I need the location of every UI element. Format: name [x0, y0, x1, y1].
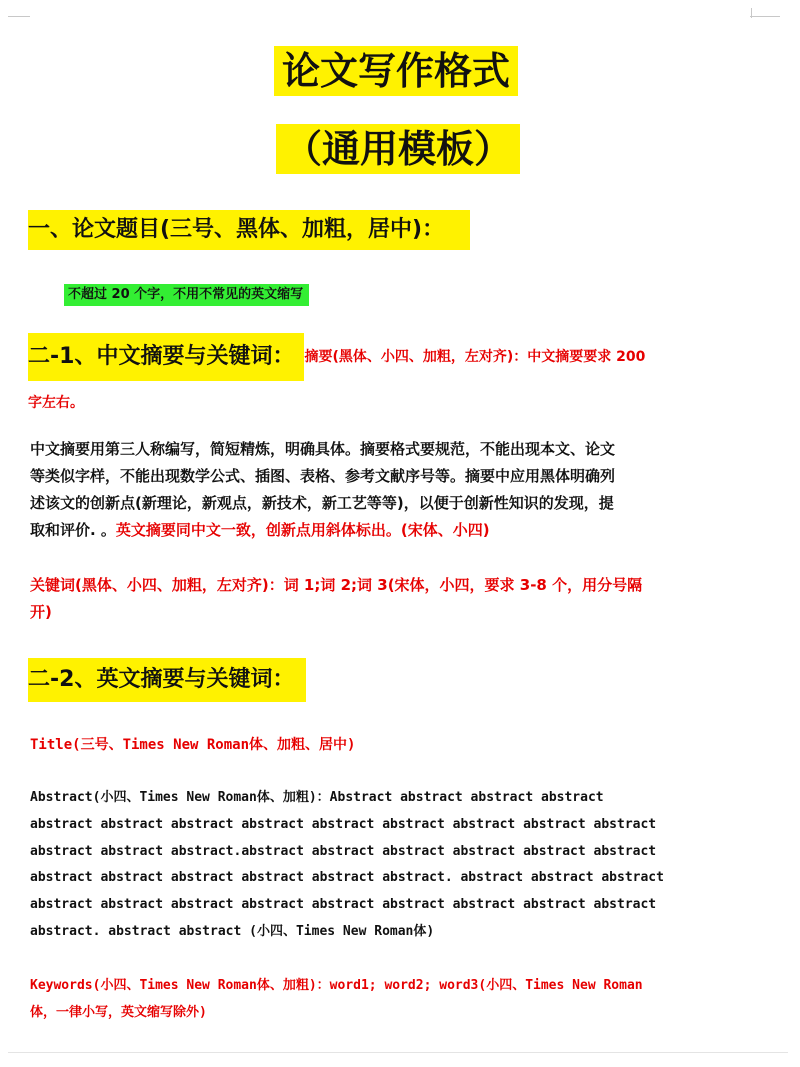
en-abstract-line: abstract abstract abstract.abstract abstract abstract abstract abstract abstract: [30, 843, 657, 859]
en-title-format-note: Title(三号、Times New Roman体、加粗、居中): [30, 737, 356, 753]
cn-abstract-line: 述该文的创新点(新理论，新观点，新技术，新工艺等等)，以便于创新性知识的发现，提: [30, 494, 614, 512]
page-corner-mark-top-left: [8, 16, 30, 17]
en-keywords-line: 体，一律小写，英文缩写除外): [30, 1005, 207, 1020]
en-abstract-line: abstract abstract abstract abstract abstract abstract. abstract abstract abstract: [30, 870, 664, 886]
document-title: 论文写作格式: [274, 46, 518, 96]
en-abstract-body: [30, 785, 770, 946]
section-heading-en-abstract: 二-2、英文摘要与关键词：: [28, 658, 306, 702]
en-abstract-line: abstract. abstract abstract (小四、Times New Roman体): [30, 923, 435, 939]
en-keywords-line: Keywords(小四、Times New Roman体、加粗)：word1; word2; word3(小四、Times New Roman: [30, 978, 643, 993]
cn-keywords-note: [30, 572, 760, 626]
document-subtitle: （通用模板）: [276, 124, 520, 174]
section-heading-cn-abstract: 二-1、中文摘要与关键词：: [28, 333, 304, 381]
cn-keywords-line: 开): [30, 603, 52, 621]
cn-abstract-body: [30, 436, 760, 544]
en-abstract-line: abstract abstract abstract abstract abstract abstract abstract abstract abstract: [30, 816, 657, 832]
en-abstract-line: Abstract(小四、Times New Roman体、加粗)：Abstract abstract abstract abstract: [30, 790, 604, 805]
cn-abstract-format-note: 摘要(黑体、小四、加粗，左对齐)：中文摘要要求 200: [304, 349, 646, 365]
section-heading-thesis-title: 一、论文题目(三号、黑体、加粗，居中)：: [28, 210, 470, 250]
en-abstract-line: abstract abstract abstract abstract abstract abstract abstract abstract abstract: [30, 897, 657, 913]
en-keywords-note: [30, 972, 770, 1026]
page-corner-mark-top-right-vertical: [751, 8, 752, 18]
cn-abstract-line: 中文摘要用第三人称编写，简短精炼，明确具体。摘要格式要规范，不能出现本文、论文: [30, 440, 616, 458]
cn-abstract-last-text: 取和评价. 。: [30, 521, 116, 539]
page-corner-mark-top-right: [750, 16, 780, 17]
thesis-title-note: 不超过 20 个字，不用不常见的英文缩写: [64, 284, 309, 306]
cn-abstract-format-note-cont: 字左右。: [28, 395, 84, 411]
cn-abstract-line-last: [30, 517, 760, 544]
section-heading-cn-abstract-row: [28, 333, 768, 381]
cn-abstract-line: 等类似字样，不能出现数学公式、插图、表格、参考文献序号等。摘要中应用黑体明确列: [30, 467, 616, 485]
cn-keywords-line: 关键词(黑体、小四、加粗，左对齐)：词 1;词 2;词 3(宋体，小四，要求 3-8 个，用分号隔: [30, 576, 643, 594]
en-abstract-requirement-note: 英文摘要同中文一致，创新点用斜体标出。(宋体、小四): [115, 521, 490, 539]
page-bottom-edge: [8, 1052, 788, 1053]
